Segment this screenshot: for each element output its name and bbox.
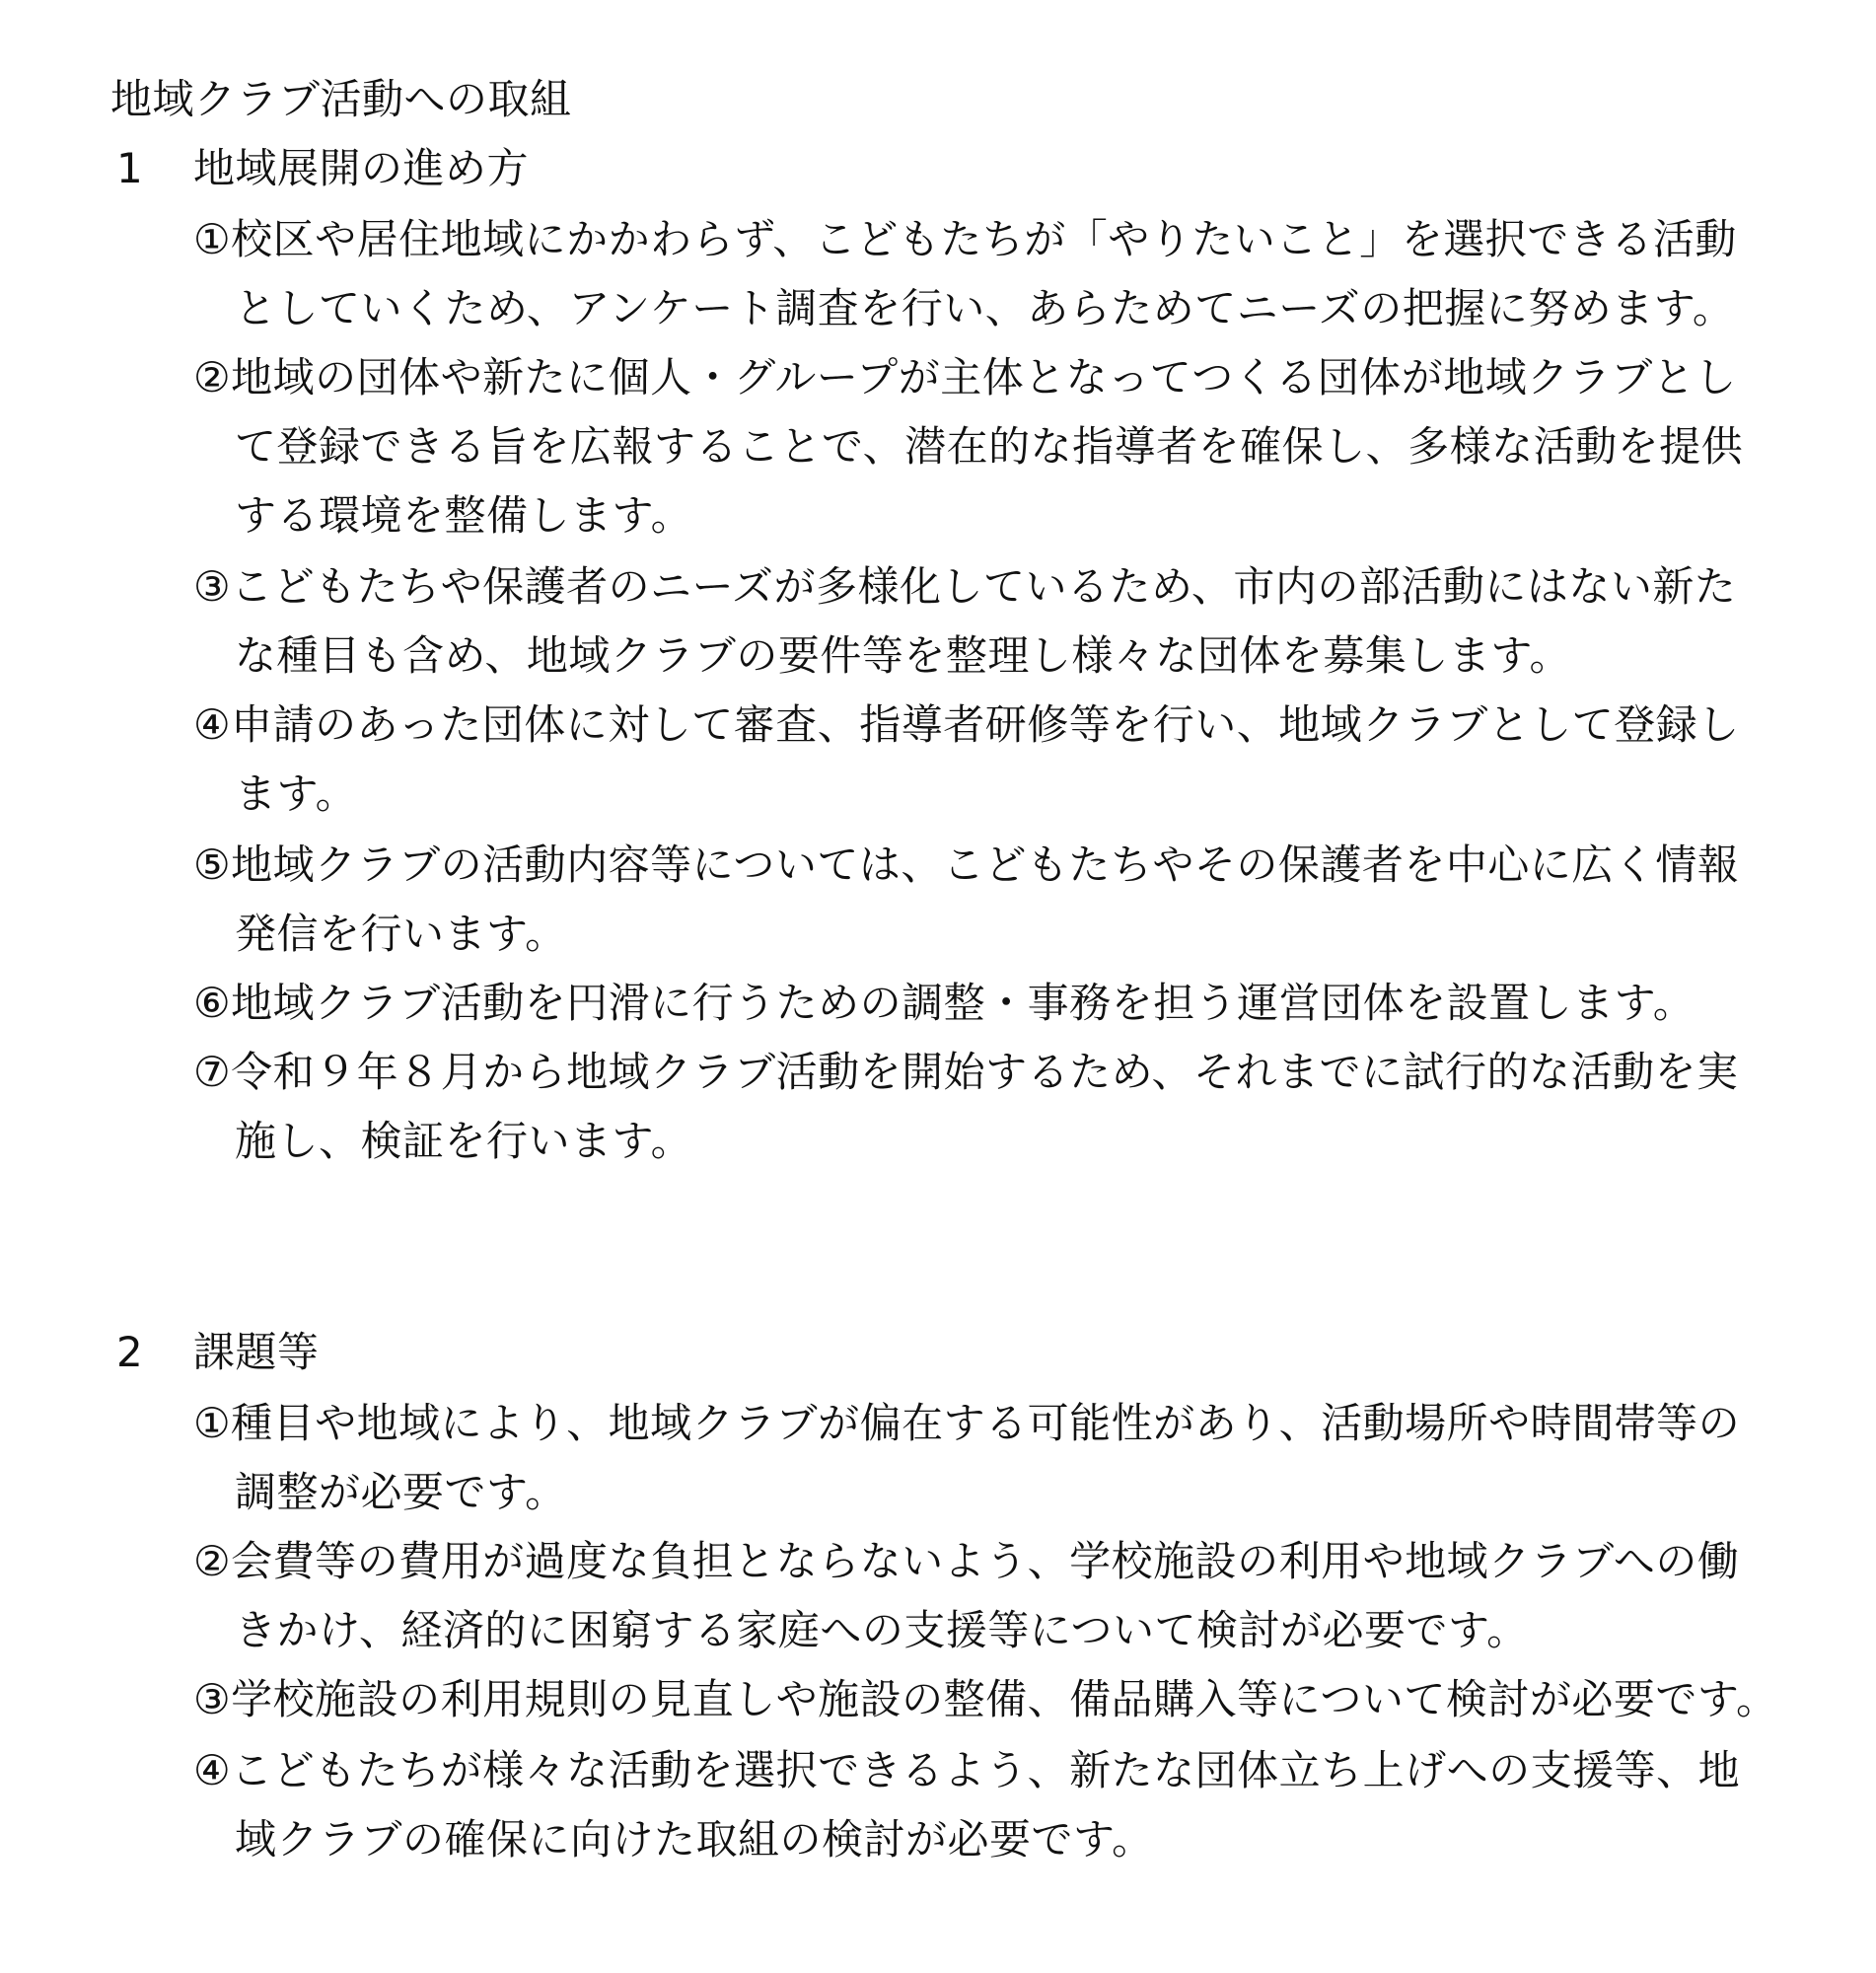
section-2-item-4-line-1: ④こどもたちが様々な活動を選択できるよう、新たな団体立ち上げへの支援等、地 — [193, 1746, 1741, 1794]
section-2-item-1-line-1: ①種目や地域により、地域クラブが偏在する可能性があり、活動場所や時間帯等の — [193, 1399, 1741, 1447]
page-title: 地域クラブ活動への取組 — [110, 75, 572, 123]
section-1-item-5-line-2: 発信を行います。 — [235, 910, 567, 958]
section-1-item-3-line-1: ③こどもたちや保護者のニーズが多様化しているため、市内の部活動にはない新た — [193, 562, 1737, 611]
section-1-heading: 地域展開の進め方 — [193, 144, 530, 192]
section-1-item-4-line-2: ます。 — [235, 769, 358, 818]
section-1-number: 1 — [116, 144, 144, 192]
section-2-item-1-line-2: 調整が必要です。 — [235, 1468, 567, 1516]
section-2-item-3-line-1: ③学校施設の利用規則の見直しや施設の整備、備品購入等について検討が必要です。 — [193, 1675, 1778, 1723]
section-2-item-4-line-2: 域クラブの確保に向けた取組の検討が必要です。 — [235, 1815, 1154, 1863]
section-1-item-4-line-1: ④申請のあった団体に対して審査、指導者研修等を行い、地域クラブとして登録し — [193, 700, 1740, 749]
section-1-item-3-line-2: な種目も含め、地域クラブの要件等を整理し様々な団体を募集します。 — [235, 631, 1571, 680]
section-2-number: 2 — [116, 1328, 144, 1376]
section-1-item-1-line-2: としていくため、アンケート調査を行い、あらためてニーズの把握に努めます。 — [235, 284, 1735, 332]
section-2-item-2-line-1: ②会費等の費用が過度な負担とならないよう、学校施設の利用や地域クラブへの働 — [193, 1537, 1740, 1585]
section-1-item-7-line-2: 施し、検証を行います。 — [235, 1117, 693, 1165]
section-1-item-5-line-1: ⑤地域クラブの活動内容等については、こどもたちやその保護者を中心に広く情報 — [193, 840, 1740, 889]
section-1-item-6-line-1: ⑥地域クラブ活動を円滑に行うための調整・事務を担う運営団体を設置します。 — [193, 979, 1696, 1027]
section-1-item-7-line-1: ⑦令和９年８月から地域クラブ活動を開始するため、それまでに試行的な活動を実 — [193, 1048, 1739, 1096]
section-1-item-1-line-1: ①校区や居住地域にかかわらず、こどもたちが「やりたいこと」を選択できる活動 — [193, 215, 1737, 263]
section-1-item-2-line-3: する環境を整備します。 — [235, 491, 693, 540]
section-1-item-2-line-2: て登録できる旨を広報することで、潜在的な指導者を確保し、多様な活動を提供 — [235, 422, 1744, 471]
section-2-item-2-line-2: きかけ、経済的に困窮する家庭への支援等について検討が必要です。 — [235, 1606, 1529, 1654]
section-2-heading: 課題等 — [193, 1328, 320, 1376]
section-1-item-2-line-1: ②地域の団体や新たに個人・グループが主体となってつくる団体が地域クラブとし — [193, 353, 1737, 402]
